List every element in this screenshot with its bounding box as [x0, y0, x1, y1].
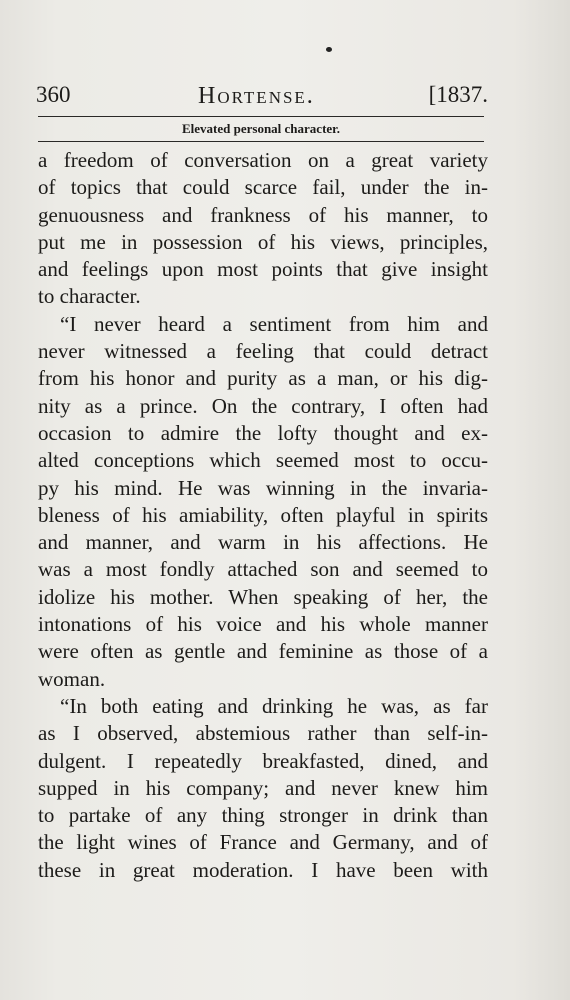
- text-line: and manner, and warm in his affections. He: [38, 530, 488, 555]
- page-number: 360: [36, 82, 71, 107]
- text-line: supped in his company; and never knew him: [38, 775, 488, 800]
- running-title: Hortense.: [198, 83, 315, 109]
- text-line: nity as a prince. On the contrary, I often had: [38, 393, 488, 418]
- text-line: py his mind. He was winning in the invaria-: [38, 475, 488, 500]
- text-line: occasion to admire the lofty thought and ex-: [38, 420, 488, 445]
- text-line: these in great moderation. I have been with: [38, 857, 488, 882]
- text-line: were often as gentle and feminine as those of a: [38, 639, 488, 664]
- body-text: [38, 147, 488, 884]
- text-line: a freedom of conversation on a great variety: [38, 148, 488, 172]
- text-line: as I observed, abstemious rather than self-in-: [38, 721, 488, 746]
- text-line: was a most fondly attached son and seemed to: [38, 557, 488, 582]
- text-line: to partake of any thing stronger in drink than: [38, 803, 488, 828]
- text-line: “In both eating and drinking he was, as far: [60, 693, 488, 718]
- text-line: of topics that could scarce fail, under the in-: [38, 175, 488, 200]
- text-line: dulgent. I repeatedly breakfasted, dined, and: [38, 748, 488, 773]
- text-line: idolize his mother. When speaking of her, the: [38, 584, 488, 609]
- text-line: and feelings upon most points that give insight: [38, 257, 488, 282]
- text-line: genuousness and frankness of his manner, to: [38, 202, 488, 227]
- running-year: [1837.: [428, 82, 488, 107]
- text-line: the light wines of France and Germany, and of: [38, 830, 488, 855]
- text-line: to character.: [38, 284, 141, 309]
- text-line: put me in possession of his views, principles,: [38, 229, 488, 254]
- text-line: intonations of his voice and his whole manner: [38, 612, 488, 637]
- text-line: alted conceptions which seemed most to occu-: [38, 448, 488, 473]
- text-line: woman.: [38, 666, 106, 691]
- header-rule-top: [38, 116, 484, 117]
- text-line: bleness of his amiability, often playful in spirits: [38, 502, 488, 527]
- header-rule-bottom: [38, 141, 484, 142]
- side-heading: Elevated personal character.: [181, 121, 341, 136]
- text-line: never witnessed a feeling that could detract: [38, 339, 488, 364]
- ink-speck: [326, 47, 332, 52]
- running-head: [36, 82, 488, 116]
- text-line: “I never heard a sentiment from him and: [60, 311, 488, 336]
- text-line: from his honor and purity as a man, or his dig-: [38, 366, 488, 391]
